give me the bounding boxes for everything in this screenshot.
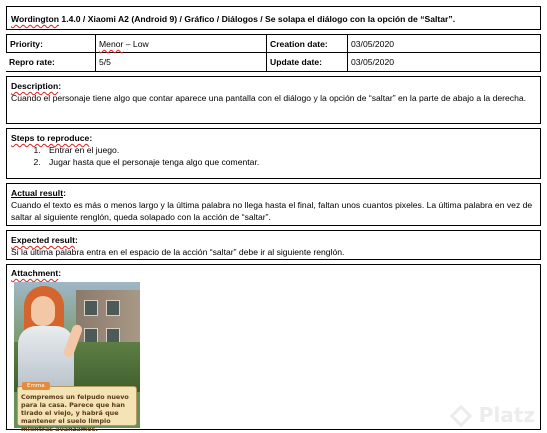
character-body (18, 326, 74, 388)
actual-result-text: Cuando el texto es más o menos largo y la última palabra no llega hasta el final, faltan unos cuantos pixeles. La última palabra en vez de saltar al siguiente renglón, queda solapado con la acción de “saltar”. (11, 200, 533, 222)
steps-heading: Steps to reproduce (11, 133, 90, 143)
update-date-label: Update date: (267, 53, 348, 72)
expected-result-text: Si la última palabra entra en el espacio de la acción “saltar” debe ir al siguiente renglón. (11, 247, 345, 257)
step-item: 1. Entrar en el juego. (43, 144, 536, 156)
creation-date-value: 03/05/2020 (348, 34, 541, 53)
priority-label: Priority: (6, 34, 96, 53)
attachment-heading: Attachment (11, 268, 59, 278)
repro-rate-value: 5/5 (96, 53, 267, 72)
bug-report (6, 6, 541, 433)
report-title (6, 6, 541, 30)
description-heading: Description (11, 81, 59, 91)
priority-value (96, 34, 267, 53)
attachment-section: Attachment: Compremos un felpudo nuevo para la casa. Parece que han tirado el viejo, y habrá que mantener el suelo limpio mientras avanzamos. Emma (6, 264, 541, 430)
game-screenshot (14, 282, 140, 433)
title-rest: 1.4.0 / Xiaomi A2 (Android 9) / Gráfico / Diálogos / Se solapa el diálogo con la opción de “Saltar”. (59, 14, 456, 24)
title-app-name: Wordington (11, 14, 60, 24)
platzi-logo-icon (449, 405, 472, 428)
actual-result-heading: Actual result (11, 188, 64, 198)
steps-section: Steps to reproduce: 1. Entrar en el juego. 2. Jugar hasta que el personaje tenga algo que comentar. (6, 128, 541, 179)
character-face (31, 296, 55, 326)
priority-value-rest: – Low (123, 39, 149, 49)
step-item: 2. Jugar hasta que el personaje tenga algo que comentar. (43, 156, 536, 168)
description-section: Description: Cuando el personaje tiene algo que contar aparece una pantalla con el diálogo y la opción de “saltar” en la parte de abajo a la derecha. (6, 76, 541, 124)
platzi-watermark (453, 403, 535, 427)
steps-list (11, 144, 536, 168)
fields-table (6, 34, 541, 72)
description-text: Cuando el personaje tiene algo que contar aparece una pantalla con el diálogo y la opción de “saltar” en la parte de abajo a la derecha. (11, 93, 527, 103)
expected-result-heading: Expected result (11, 235, 75, 245)
actual-result-section: Actual result: Cuando el texto es más o menos largo y la última palabra no llega hasta el final, faltan unos cuantos pixeles. La última palabra en vez de saltar al siguiente renglón, queda solapado con la acción de “saltar”. (6, 183, 541, 226)
creation-date-label: Creation date: (267, 34, 348, 53)
priority-value-main: Menor (99, 39, 124, 49)
expected-result-section: Expected result: Si la última palabra entra en el espacio de la acción “saltar” debe ir al siguiente renglón. (6, 230, 541, 260)
repro-rate-label: Repro rate: (6, 53, 96, 72)
character-name-tag: Emma (22, 382, 50, 390)
update-date-value: 03/05/2020 (348, 53, 541, 72)
dialog-box: Compremos un felpudo nuevo para la casa. Parece que han tirado el viejo, y habrá que mantener el suelo limpio mientras avanzamos. (17, 386, 137, 426)
watermark-text: Platz (478, 403, 535, 427)
